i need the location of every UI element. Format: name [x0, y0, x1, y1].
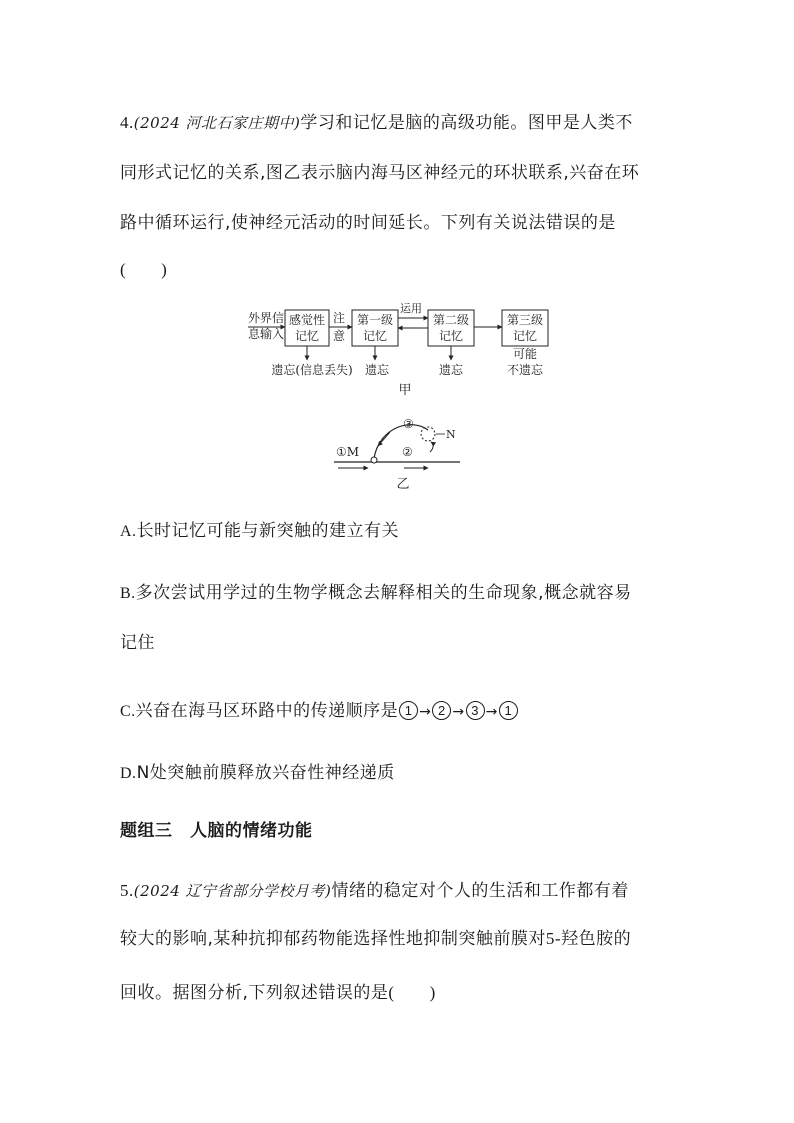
- arrow-icon: →: [419, 704, 432, 720]
- q4-number: 4.: [120, 113, 134, 132]
- label-2: ②: [402, 445, 413, 459]
- input-label-1: 外界信: [248, 311, 285, 325]
- forget-label-3: 遗忘: [438, 363, 464, 377]
- forget-label-4a: 可能: [512, 347, 538, 361]
- option-c-letter: C.: [120, 703, 136, 720]
- attention-label-2: 意: [333, 329, 346, 343]
- q4-line-1: [120, 112, 633, 134]
- option-a-letter: A.: [120, 523, 137, 540]
- option-a-text: 长时记忆可能与新突触的建立有关: [136, 521, 400, 541]
- use-label: 运用: [400, 302, 422, 315]
- q5-source: (2024 辽宁省部分学校月考): [133, 882, 332, 900]
- option-c-text: 兴奋在海马区环路中的传递顺序是: [135, 701, 399, 721]
- q5-line-2: [120, 928, 631, 950]
- option-d-text: N处突触前膜释放兴奋性神经递质: [136, 763, 395, 783]
- option-d-letter: D.: [120, 765, 137, 782]
- arrow-icon: →: [452, 704, 465, 720]
- figure-yi-caption: 乙: [396, 477, 410, 492]
- option-b-text: 多次尝试用学过的生物学概念去解释相关的生命现象,概念就容易: [135, 583, 632, 603]
- circled-number: 2: [432, 701, 451, 720]
- label-1m: ①M: [336, 445, 360, 459]
- sensory-memory-label: 感觉性: [288, 313, 326, 327]
- q5-number: 5.: [120, 881, 134, 900]
- circled-number: 1: [499, 701, 518, 720]
- figure-jia-caption: 甲: [398, 383, 412, 398]
- label-3: ③: [403, 417, 414, 431]
- third-level-label: 第三级: [506, 313, 544, 327]
- attention-label-1: 注: [333, 311, 346, 325]
- q4-answer-bracket: ( ): [120, 260, 168, 279]
- sensory-memory-label-2: 记忆: [294, 329, 320, 343]
- figure-jia: [240, 300, 560, 400]
- q4-source: (2024 河北石家庄期中): [133, 114, 301, 132]
- q5-line-1: [120, 880, 629, 902]
- synapse-n: [421, 427, 435, 441]
- option-b-letter: B.: [120, 585, 136, 602]
- figure-yi: [330, 408, 470, 492]
- section-title: 题组三 人脑的情绪功能: [120, 821, 313, 841]
- synapse-m: [371, 457, 377, 463]
- q5-text-3: 回收。据图分析,下列叙述错误的是: [120, 983, 389, 1003]
- q4-line-3: 路中循环运行,使神经元活动的时间延长。下列有关说法错误的是: [120, 213, 616, 233]
- input-label-2: 息输入: [248, 327, 285, 341]
- q5-text-2b: 5-: [545, 929, 562, 948]
- q5-text-1: 情绪的稳定对个人的生活和工作都有着: [331, 881, 629, 901]
- option-b[interactable]: [120, 582, 632, 605]
- circled-number: 3: [466, 701, 485, 720]
- third-level-label-2: 记忆: [512, 329, 538, 343]
- q5-line-3: [120, 982, 436, 1004]
- arrow-icon: →: [485, 704, 498, 720]
- option-a[interactable]: [120, 520, 399, 543]
- first-level-label-2: 记忆: [362, 329, 388, 343]
- option-c[interactable]: [120, 700, 519, 723]
- forget-label-2: 遗忘: [364, 363, 390, 377]
- first-level-label: 第一级: [356, 313, 394, 327]
- q5-text-2c: 羟色胺的: [561, 929, 632, 949]
- second-level-label: 第二级: [432, 313, 470, 327]
- forget-label-1: 遗忘(信息丢失): [271, 363, 353, 377]
- q5-answer-bracket: ( ): [388, 983, 436, 1002]
- second-level-label-2: 记忆: [438, 329, 464, 343]
- q4-line-2: 同形式记忆的关系,图乙表示脑内海马区神经元的环状联系,兴奋在环: [120, 163, 640, 183]
- q5-text-2a: 较大的影响,某种抗抑郁药物能选择性地抑制突触前膜对: [120, 929, 546, 949]
- circled-number: 1: [399, 701, 418, 720]
- label-n: N: [446, 428, 456, 441]
- option-d[interactable]: [120, 762, 395, 785]
- option-b-continued: 记住: [120, 633, 155, 653]
- forget-label-4b: 不遗忘: [506, 363, 544, 377]
- q4-text-1: 学习和记忆是脑的高级功能。图甲是人类不: [300, 113, 633, 133]
